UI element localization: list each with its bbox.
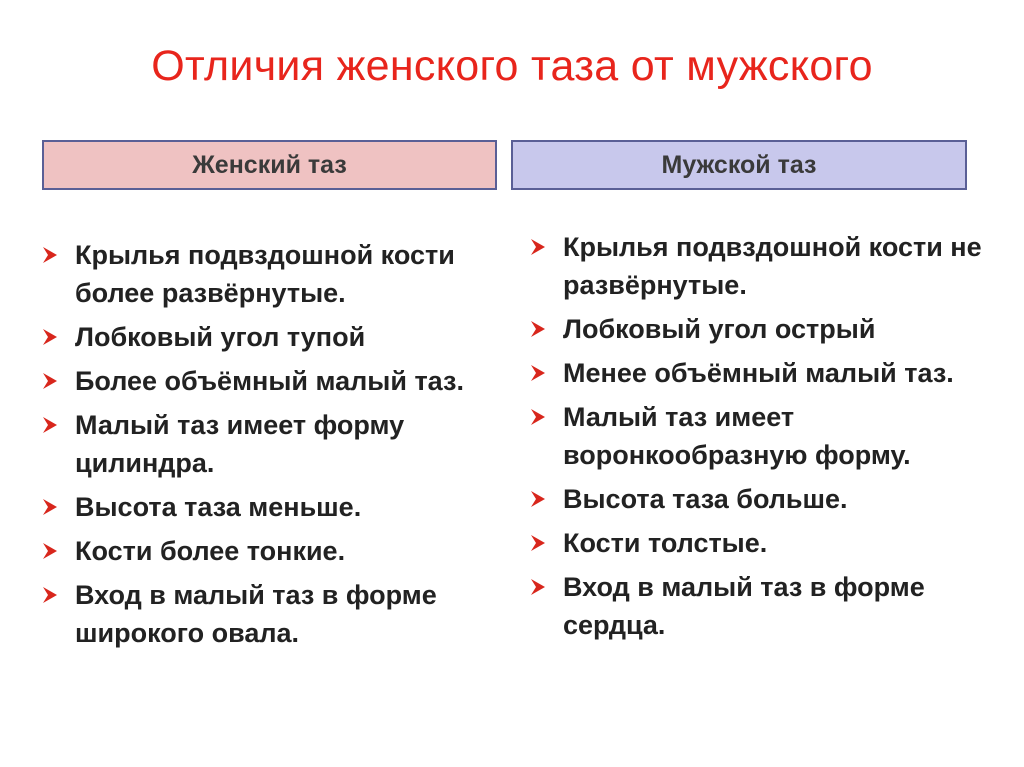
list-item [40, 318, 510, 356]
list-item-text: Лобковый угол тупой [75, 322, 366, 352]
list-item [528, 310, 988, 348]
list-item-text: Кости более тонкие. [75, 536, 346, 566]
list-item-text: Более объёмный малый таз. [75, 366, 464, 396]
list-item-text: Менее объёмный малый таз. [563, 358, 954, 388]
list-item-text: Высота таза больше. [563, 484, 848, 514]
arrow-chevron-icon [40, 497, 60, 517]
list-item [528, 228, 988, 304]
list-item-text: Кости толстые. [563, 528, 768, 558]
list-item-text: Высота таза меньше. [75, 492, 362, 522]
list-item [528, 568, 988, 644]
list-item-text: Крылья подвздошной кости не развёрнутые. [563, 232, 982, 300]
arrow-chevron-icon [40, 245, 60, 265]
list-item [40, 576, 510, 652]
list-item [528, 354, 988, 392]
list-item [528, 480, 988, 518]
female-pelvis-list [40, 236, 510, 658]
arrow-chevron-icon [528, 407, 548, 427]
arrow-chevron-icon [528, 363, 548, 383]
list-item [40, 488, 510, 526]
list-item-text: Малый таз имеет воронкообразную форму. [563, 402, 911, 470]
arrow-chevron-icon [528, 319, 548, 339]
arrow-chevron-icon [40, 327, 60, 347]
arrow-chevron-icon [528, 237, 548, 257]
list-item [40, 532, 510, 570]
list-item-text: Вход в малый таз в форме широкого овала. [75, 580, 437, 648]
male-pelvis-header: Мужской таз [511, 140, 967, 190]
list-item [528, 524, 988, 562]
female-pelvis-header: Женский таз [42, 140, 497, 190]
arrow-chevron-icon [40, 371, 60, 391]
male-pelvis-list [528, 228, 988, 650]
arrow-chevron-icon [40, 415, 60, 435]
list-item-text: Малый таз имеет форму цилиндра. [75, 410, 405, 478]
arrow-chevron-icon [528, 489, 548, 509]
list-item [40, 236, 510, 312]
list-item [528, 398, 988, 474]
list-item-text: Крылья подвздошной кости более развёрнутые. [75, 240, 455, 308]
list-item-text: Вход в малый таз в форме сердца. [563, 572, 925, 640]
list-item [40, 362, 510, 400]
slide-title: Отличия женского таза от мужского [151, 42, 873, 90]
arrow-chevron-icon [528, 577, 548, 597]
arrow-chevron-icon [40, 585, 60, 605]
list-item [40, 406, 510, 482]
list-item-text: Лобковый угол острый [563, 314, 876, 344]
arrow-chevron-icon [528, 533, 548, 553]
arrow-chevron-icon [40, 541, 60, 561]
